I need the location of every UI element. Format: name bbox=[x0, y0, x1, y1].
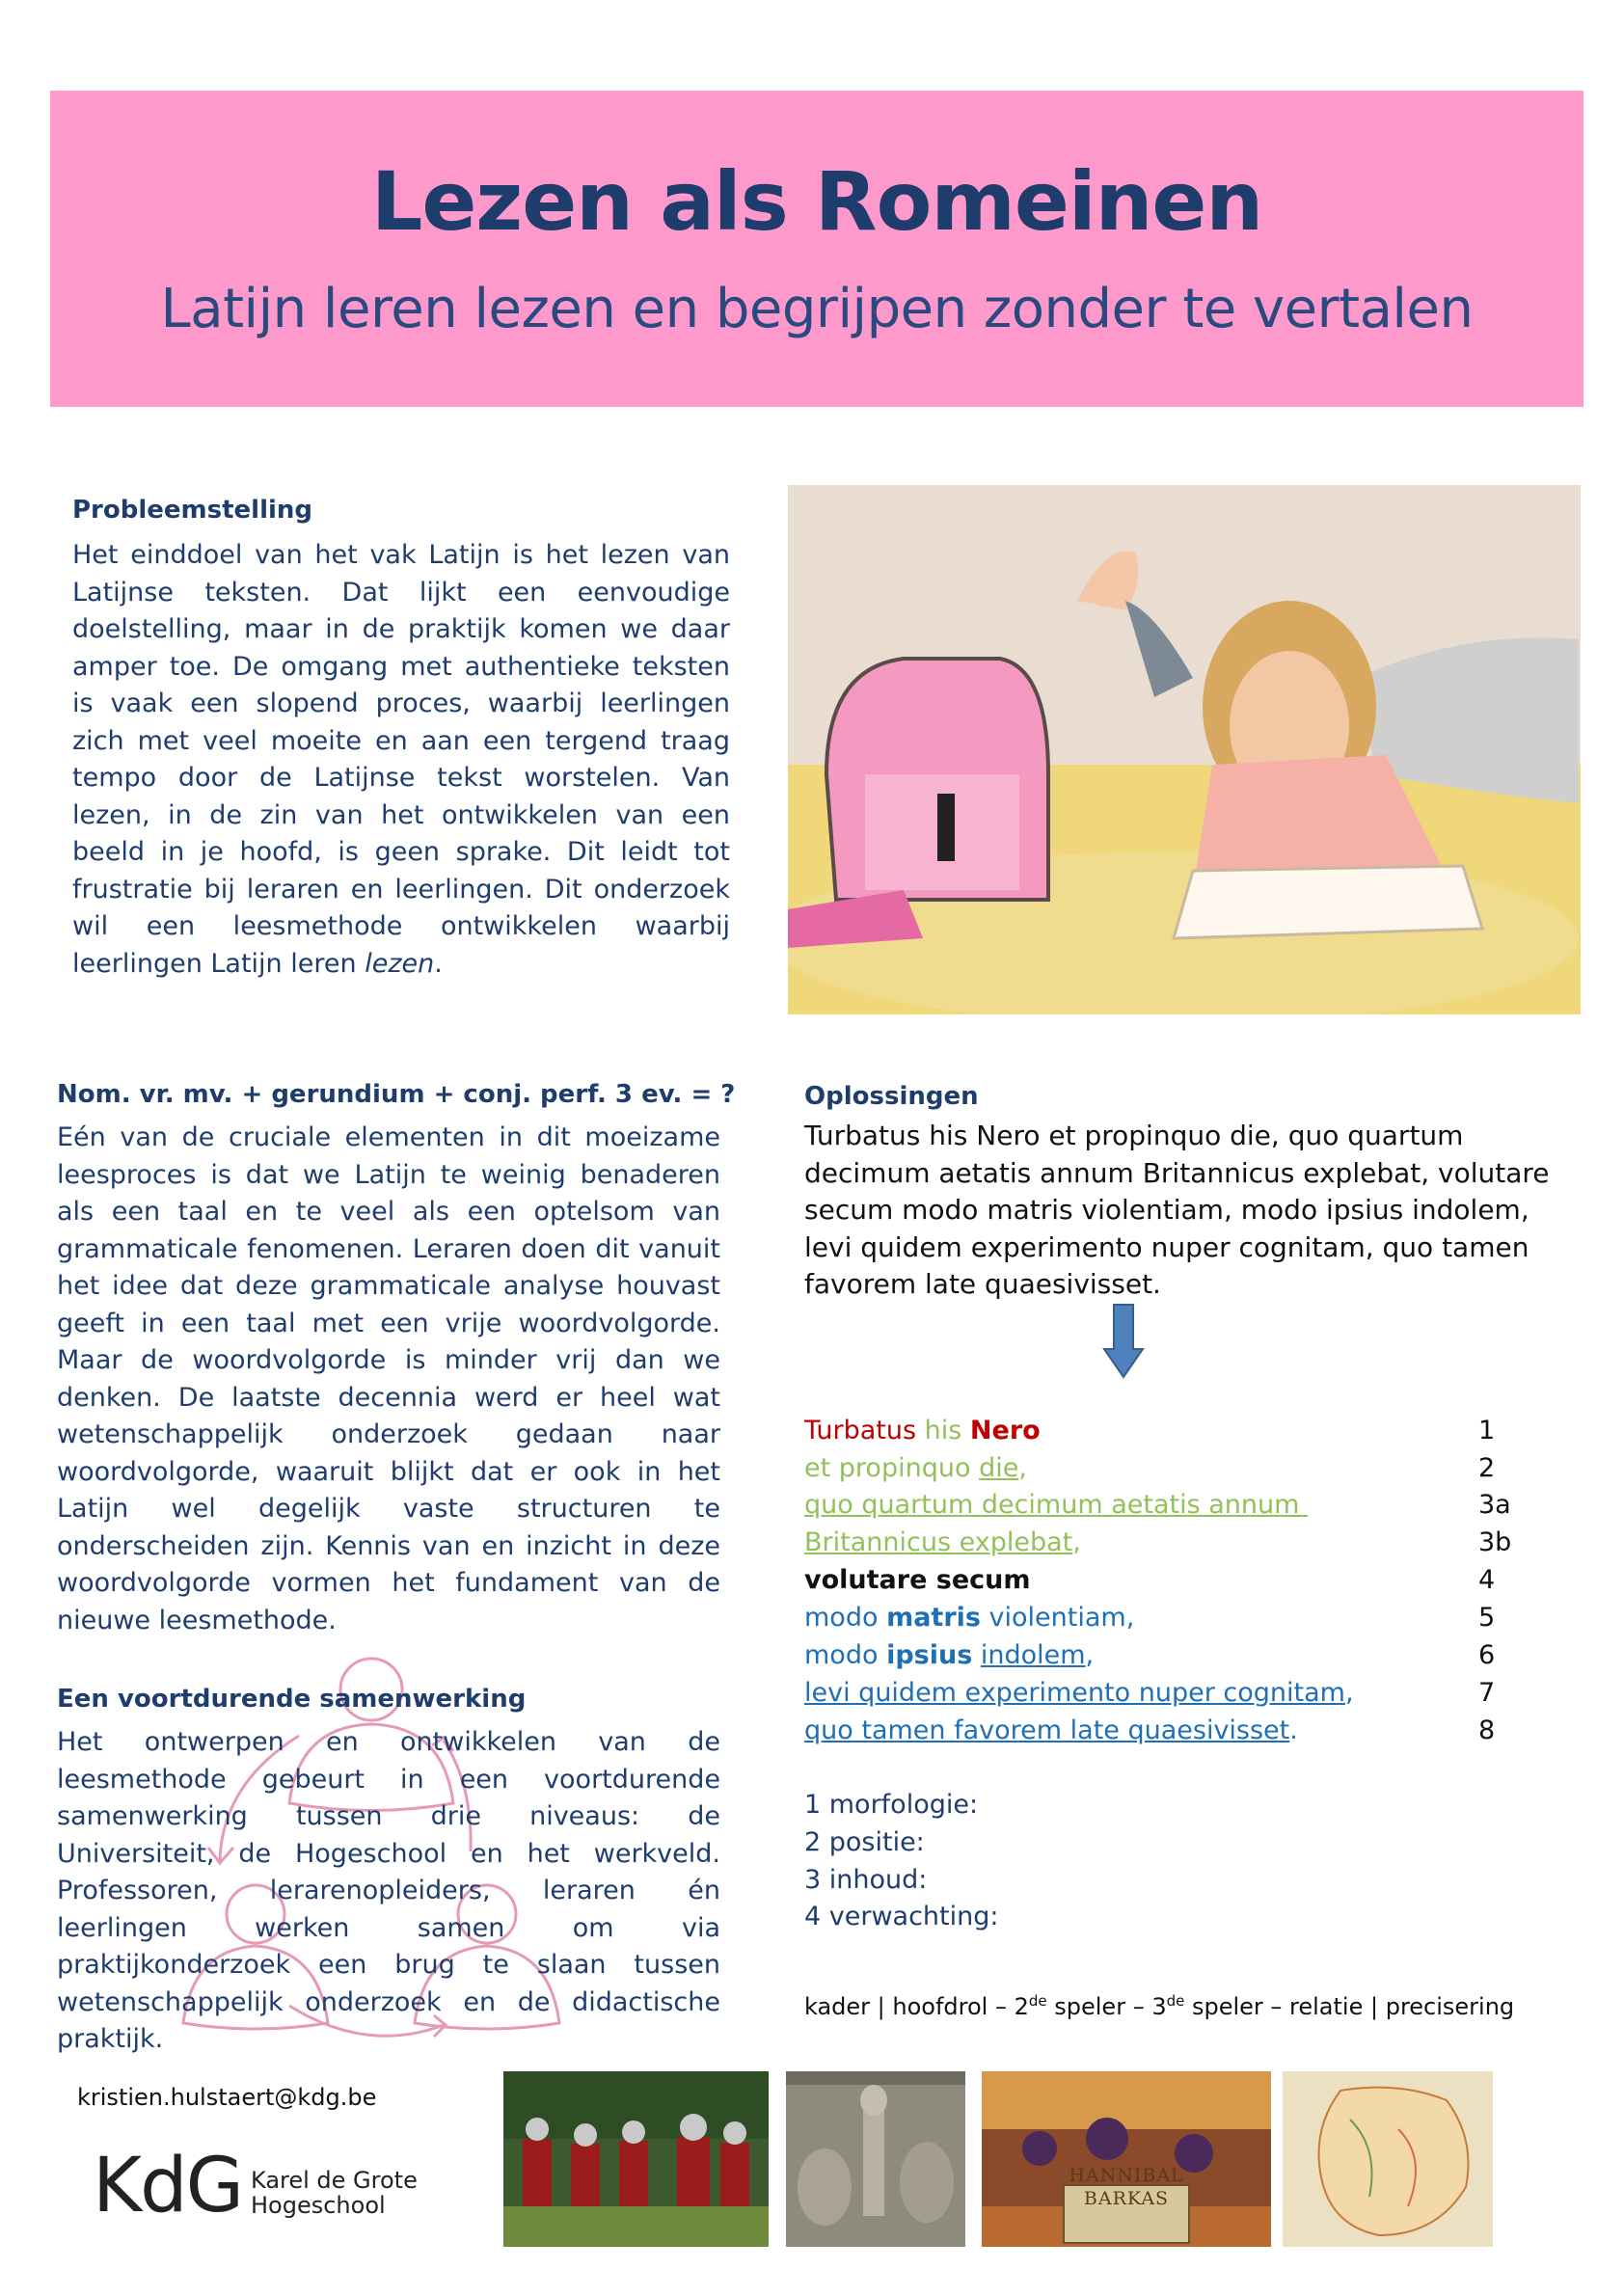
analysis-line-3a: quo quartum decimum aetatis annum bbox=[804, 1490, 1309, 1520]
analysis-line-2: et propinquo die, bbox=[804, 1453, 1027, 1483]
oplossingen-heading: Oplossingen bbox=[804, 1082, 979, 1111]
hannibal-caption: HANNIBAL BARKAS bbox=[1069, 2165, 1184, 2209]
analysis-num-5: 5 bbox=[1478, 1603, 1496, 1633]
hannibal-barkas-painting bbox=[982, 2071, 1271, 2247]
samenwerking-heading: Een voortdurende samenwerking bbox=[57, 1685, 527, 1714]
roman-soldiers-photo bbox=[503, 2071, 769, 2247]
kdg-logo-mark: KdG bbox=[93, 2143, 243, 2229]
grammatica-text: Eén van de cruciale elementen in dit moeizame leesproces is dat we Latijn te weinig benaderen als een taal en te veel als een optelsom van grammaticale fenomenen. Leraren doen dit vanuit het idee dat deze grammaticale analyse houvast geeft in een taal met een vrije woordvolgorde. Maar de woordvolgorde is minder vrij dan we denken. De laatste decennia werd er heel wat wetenschappelijk onderzoek gedaan naar woordvolgorde, waaruit blijkt dat er ook in het Latijn wel degelijk vaste structuren te onderscheiden zijn. Kennis van en inzicht in deze woordvolgorde vormen het fundament van de nieuwe leesmethode. bbox=[57, 1122, 720, 1635]
analysis-line-5: modo matris violentiam, bbox=[804, 1603, 1135, 1633]
samenwerking-text: Het ontwerpen en ontwikkelen van de leesmethode gebeurt in een voortdurende samenwerking tussen drie niveaus: de Universiteit, de Hogeschool en het werkveld. Professoren, lerarenopleiders, leraren én leerlingen werken samen om via praktijkonderzoek een brug te slaan tussen wetenschappelijk onderzoek en de didactische praktijk. bbox=[57, 1727, 720, 2054]
analysis-line-8: quo tamen favorem late quaesivisset. bbox=[804, 1715, 1298, 1745]
header-banner bbox=[50, 91, 1583, 407]
latin-passage: Turbatus his Nero et propinquo die, quo quartum decimum aetatis annum Britannicus explebat, volutare secum modo matris violentiam, modo ipsius indolem, levi quidem experimento nuper cognitam, quo tamen favorem late quaesivisset. bbox=[804, 1120, 1550, 1300]
analysis-num-7: 7 bbox=[1478, 1678, 1496, 1708]
analysis-line-6: modo ipsius indolem, bbox=[804, 1640, 1095, 1670]
kdg-logo-text: Karel de Grote Hogeschool bbox=[251, 2167, 418, 2219]
relief-sculpture-photo bbox=[786, 2071, 965, 2247]
analysis-line-4: volutare secum bbox=[804, 1565, 1031, 1595]
down-arrow-icon bbox=[1102, 1303, 1145, 1380]
analysis-num-4: 4 bbox=[1478, 1565, 1496, 1595]
analysis-num-3b: 3b bbox=[1478, 1527, 1512, 1557]
legend-item: 3 inhoud: bbox=[804, 1865, 928, 1895]
grammatica-heading: Nom. vr. mv. + gerundium + conj. perf. 3 ev. = ? bbox=[57, 1080, 736, 1109]
analysis-num-1: 1 bbox=[1478, 1416, 1496, 1445]
contact-email[interactable]: kristien.hulstaert@kdg.be bbox=[77, 2084, 377, 2111]
girl-reading-photo bbox=[788, 485, 1581, 1014]
page-subtitle: Latijn leren lezen en begrijpen zonder te vertalen bbox=[160, 278, 1474, 340]
analysis-num-8: 8 bbox=[1478, 1715, 1496, 1745]
analysis-line-1: Turbatus his Nero bbox=[804, 1416, 1041, 1445]
page-title: Lezen als Romeinen bbox=[370, 154, 1263, 249]
analysis-line-3b: Britannicus explebat, bbox=[804, 1527, 1081, 1557]
analysis-line-7: levi quidem experimento nuper cognitam, bbox=[804, 1678, 1354, 1708]
probleemstelling-heading: Probleemstelling bbox=[72, 496, 313, 525]
probleemstelling-text: Het einddoel van het vak Latijn is het lezen van Latijnse teksten. Dat lijkt een eenvoudige doelstelling, maar in de praktijk komen we daar amper toe. De omgang met authentieke teksten is vaak een slopend proces, waarbij leerlingen zich met veel moeite en aan een tergend traag tempo door de Latijnse tekst worstelen. Van lezen, in de zin van het ontwikkelen van een beeld in je hoofd, is geen sprake. Dit leidt tot frustratie bij leraren en leerlingen. Dit onderzoek wil een leesmethode ontwikkelen waarbij leerlingen Latijn leren lezen. bbox=[72, 540, 730, 979]
analysis-num-3a: 3a bbox=[1478, 1490, 1511, 1520]
legend-item: 2 positie: bbox=[804, 1827, 925, 1857]
legend-item: 1 morfologie: bbox=[804, 1790, 979, 1820]
legend-item: 4 verwachting: bbox=[804, 1902, 999, 1931]
historical-map-gallia bbox=[1283, 2071, 1493, 2247]
kader-line: kader | hoofdrol – 2de speler – 3de speler – relatie | precisering bbox=[804, 1992, 1515, 2020]
analysis-num-6: 6 bbox=[1478, 1640, 1496, 1670]
analysis-num-2: 2 bbox=[1478, 1453, 1496, 1483]
